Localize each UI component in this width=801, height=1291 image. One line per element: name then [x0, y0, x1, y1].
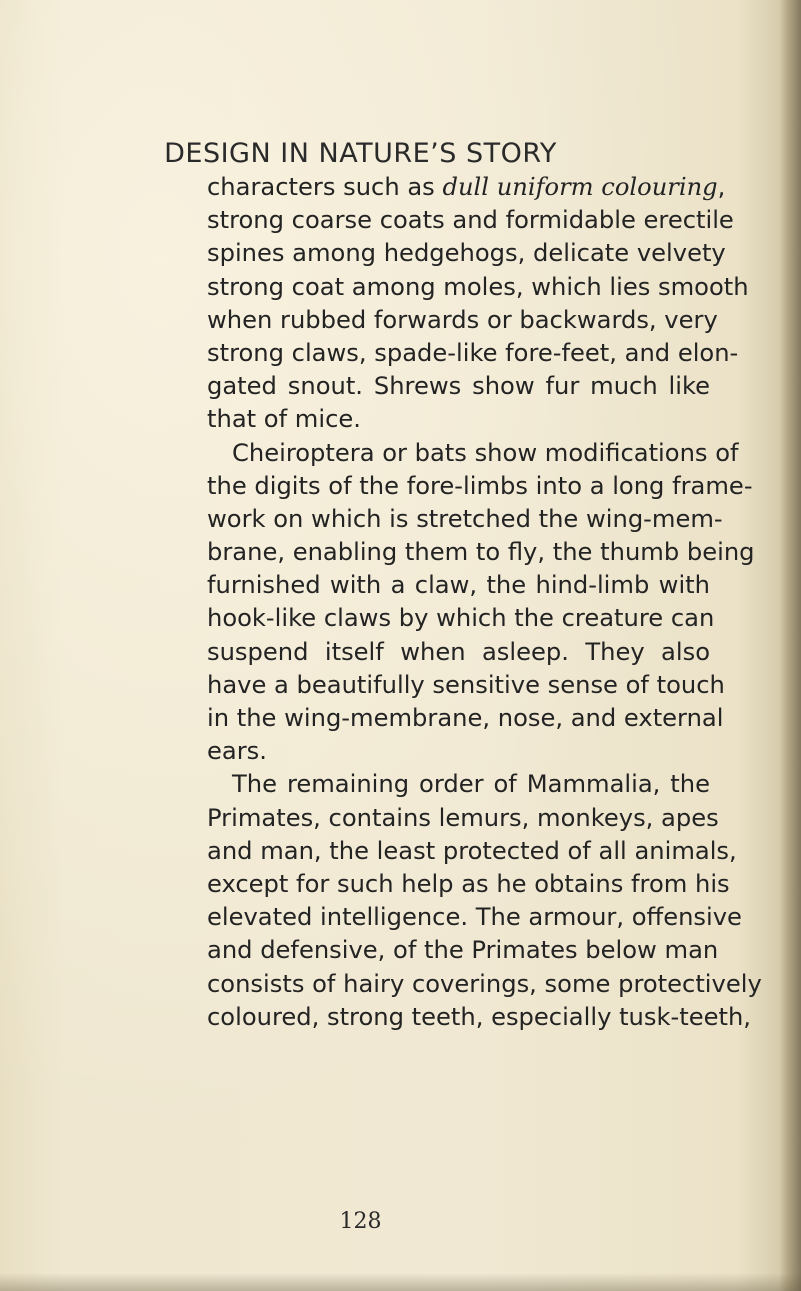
- text-line: The remaining order of Mammalia, the: [232, 770, 710, 799]
- text-line: coloured, strong teeth, especially tusk-teeth,: [207, 1002, 751, 1031]
- text-line: when rubbed forwards or backwards, very: [207, 305, 718, 334]
- text-line-1: [207, 171, 726, 204]
- text-line: Primates, contains lemurs, monkeys, apes: [207, 803, 719, 832]
- italic-phrase: dull uniform colouring: [442, 173, 718, 201]
- text-line: elevated intelligence. The armour, offensive: [207, 903, 742, 932]
- text-line: brane, enabling them to fly, the thumb being: [207, 538, 755, 567]
- page-bottom-shadow: [0, 1273, 801, 1291]
- text-line: in the wing-membrane, nose, and external: [207, 704, 724, 732]
- text-line: have a beautifully sensitive sense of touch: [207, 670, 725, 699]
- text-segment: characters such as: [207, 173, 443, 201]
- text-line: strong claws, spade-like fore-feet, and elon-: [207, 338, 739, 367]
- text-line: consists of hairy coverings, some protectively: [207, 969, 762, 998]
- text-line: strong coarse coats and formidable erectile: [207, 206, 734, 235]
- body-text: [207, 171, 762, 1034]
- text-line: gated snout. Shrews show fur much like: [207, 372, 710, 401]
- running-head: DESIGN IN NATURE’S STORY: [164, 138, 557, 169]
- text-line: the digits of the fore-limbs into a long frame-: [207, 471, 753, 500]
- text-line: except for such help as he obtains from his: [207, 869, 730, 898]
- text-line: ears.: [207, 737, 267, 766]
- page-edge-shadow: [779, 0, 801, 1291]
- page-number: 128: [339, 1209, 382, 1234]
- text-line: that of mice.: [207, 405, 361, 434]
- text-line: suspend itself when asleep. They also: [207, 637, 710, 666]
- text-line: Cheiroptera or bats show modifications of: [232, 438, 739, 467]
- text-line: furnished with a claw, the hind-limb with: [207, 571, 710, 600]
- text-line: and man, the least protected of all animals,: [207, 836, 737, 865]
- text-line: hook-like claws by which the creature can: [207, 604, 715, 633]
- text-line: work on which is stretched the wing-mem-: [207, 504, 723, 533]
- text-segment: ,: [717, 173, 726, 201]
- text-line: spines among hedgehogs, delicate velvety: [207, 239, 726, 268]
- text-line: and defensive, of the Primates below man: [207, 936, 719, 965]
- text-line: strong coat among moles, which lies smooth: [207, 272, 749, 301]
